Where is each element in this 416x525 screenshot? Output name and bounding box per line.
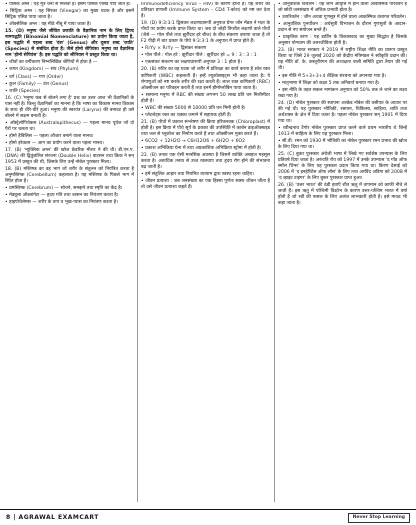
paragraph: • जगत (Kingdom) — संघ (Phylum) xyxy=(5,67,79,73)
paragraph: • प्राकृतिक वरण : यह डार्विन के विकासवाद का मुख्य सिद्धांत है जिसके अनुसार योग्यतम की उत्तरजीविता होती है। xyxy=(278,35,407,47)
paragraph: • हाइपोथैलेमस — शरीर के ताप व भूख-प्यास का नियंत्रण करता है। xyxy=(5,200,118,206)
paragraph: • मेड्यूला ऑब्लांगेटा — हृदय गति तथा श्वसन का नियंत्रण करता है। xyxy=(5,193,119,199)
paragraph: • जीवों का वर्गीकरण निम्नलिखित श्रेणियों में होता है — xyxy=(5,60,98,66)
paragraph: • पैसिक अम्ल : यह मूत्र चना से मिलता है। इसमें पैसिक एसिड पाये जाते हैं। xyxy=(5,2,131,7)
answer-explanation-20: 20. (B) रुधिर का वह घटक जो शरीर में प्रतिरक्षा का कार्य करता है श्वेत रक्त कणिकाएँ (WBC) कहलाती हैं। इन्हें ल्यूकोसाइट्स भी कहा जाता है। ये रोगाणुओं को नष्ट करके शरीर की रक्षा करती हैं। लाल रक्त कणिकाएँ (RBC) ऑक्सीजन का परिवहन करती हैं तथा इनमें हीमोग्लोबिन पाया जाता है। xyxy=(141,67,270,91)
answer-explanation-25: 25. (C) बुकर पुरस्कार अंग्रेजी भाषा में लिखे गए सर्वश्रेष्ठ उपन्यास के लिए प्रतिवर्ष दिया जाता है। अरुंधति रॉय को 1997 में उनके उपन्यास 'द गॉड ऑफ स्मॉल थिंग्स' के लिए यह पुरस्कार प्रदान किया गया था। किरण देसाई को 2006 में 'द इनहेरिटेंस ऑफ लॉस' के लिए तथा अरविंद अडिगा को 2008 में 'द व्हाइट टाइगर' के लिए बुकर पुरस्कार प्राप्त हुआ। xyxy=(278,152,407,182)
answer-explanation-15: 15. (D) मनुष्य जैसे जीवित प्रजाति के वैज्ञानिक नाम के लिए द्विपद नामपद्धति (Binomial Nomenclature) का प्रयोग किया जाता है, इस पद्धति में पहला शब्द 'वंश' (Genus) और दूसरा शब्द 'जाति' (Species) से संबंधित होता है। जैसे होमो सेपियंस। मनुष्य का वैज्ञानिक नाम 'होमो सेपियंस' है। इस पद्धति को लीनियस ने प्रस्तुत किया था। xyxy=(5,29,134,59)
page-number-label: 8 | AGRAWAL EXAMCART xyxy=(6,514,99,521)
answer-explanation-23: 23. (B) भारत सरकार ने 2019 में राष्ट्रीय शिक्षा नीति का प्रारूप प्रस्तुत किया था जिसे 29 जुलाई 2020 को केंद्रीय मंत्रिमंडल ने स्वीकृति प्रदान की। यह नीति डॉ. के. कस्तूरीरंगन की अध्यक्षता वाली समिति द्वारा तैयार की गई थी। xyxy=(278,48,407,72)
paragraph: • वर्ग (Class) — गण (Order) xyxy=(5,74,63,80)
paragraph: • ऑक्सेलिक अम्ल : यह मीठे नींबू में पाया जाता है। xyxy=(5,22,92,28)
paragraph: • हमें संतुलित आहार तथा नियमित व्यायाम द्वारा स्वस्थ रहना चाहिए। xyxy=(141,172,255,178)
paragraph: • प्लेटलेट्स रक्त का थक्का जमाने में सहायक होती हैं। xyxy=(141,112,232,118)
answer-explanation-24: 24. (D) नोबेल पुरस्कार की स्थापना अल्फ्रेड नोबेल की वसीयत के आधार पर की गई थी। यह पुरस्कार भौतिकी, रसायन, चिकित्सा, साहित्य, शांति तथा अर्थशास्त्र के क्षेत्र में दिया जाता है। पहला नोबेल पुरस्कार सन् 1901 में दिया गया था। xyxy=(278,100,407,124)
paragraph: • आनुवंशिक विचलन : यह जीन आवृत्ति में होने वाला आकस्मिक परिवर्तन है जो छोटी जनसंख्या में अधिक प्रभावी होता है। xyxy=(278,2,407,14)
paragraph: • आनुवंशिक पुनर्योजन : अर्धसूत्री विभाजन के दौरान गुणसूत्रों के आदान-प्रदान से नए संयोजन बनते हैं। xyxy=(278,22,407,34)
paragraph: • होमो हैबिलिस — पहला औजार बनाने वाला मानव। xyxy=(5,133,94,139)
answer-explanation-16: 16. (C) 'मनुष्य कब से बोलने लगा है' प्रश्न का उत्तर आज भी वैज्ञानिकों के पास नहीं है। किन्तु वैज्ञानिकों का मानना है कि भाषा का विकास मानव विकास के साथ ही धीरे-धीरे हुआ। मनुष्य की स्वरयंत्र (Larynx) की बनावट ही उसे बोलने में सक्षम बनाती है। xyxy=(5,95,134,119)
paragraph: • WBC की संख्या 5000 से 10000 प्रति घन मिमी होती है। xyxy=(141,105,246,111)
paragraph: • 6CO2 + 12H2O → C6H12O6 + 6H2O + 6O2 xyxy=(141,138,246,144)
answer-explanation-19: 19. (D) 9:3:3:1 द्विसंकर लक्षणप्रारूपी अनुपात ग्रेगर जॉन मेंडल ने मटर के पौधों पर प्रयोग करके प्राप्त किया था। जब दो जोड़ी विपरीत लक्षणों वाले पौधों (जैसे — गोल पीले तथा झुर्रीदार हरे बीज) के बीच संकरण कराया जाता है तो F2 पीढ़ी में चार प्रकार के पौधे 9:3:3:1 के अनुपात में प्राप्त होते हैं। xyxy=(141,21,270,45)
column-divider xyxy=(274,4,275,502)
paragraph: • होमो इरेक्टस — आग का प्रयोग करने वाला पहला मानव। xyxy=(5,140,104,146)
answer-explanation-26: 26. (B) 'उत्तर भारत' की ठंडी हवाएँ शीत ऋतु में तापमान को काफी नीचे ले जाती हैं। इस ऋतु में पश्चिमी विक्षोभ के कारण उत्तर-पश्चिम भारत में वर्षा होती है जो रबी की फसल के लिए अत्यंत लाभकारी होती है। इसे मावठ भी कहा जाता है। xyxy=(278,183,407,207)
paragraph: • प्रकाश अभिक्रिया ग्रेना में तथा अप्रकाशिक अभिक्रिया स्ट्रोमा में होती है। xyxy=(141,146,262,152)
paragraph: • इस नीति के तहत सकल नामांकन अनुपात को 50% तक ले जाने का लक्ष्य रखा गया है। xyxy=(278,87,407,99)
paragraph: • रवीन्द्रनाथ टैगोर नोबेल पुरस्कार प्राप्त करने वाले प्रथम भारतीय थे जिन्हें 1913 में साहित्य के लिए यह पुरस्कार मिला। xyxy=(278,125,407,137)
brand-badge: Never Stop Learning xyxy=(348,513,410,523)
paragraph: • जाति (Species) xyxy=(5,88,41,94)
paragraph: Immunodeficiency Virus – HIV) के कारण होता है। यह शरीर की प्रतिरक्षा प्रणाली (Immune System – CD4 T-कोश) को नष्ट कर देता है। xyxy=(141,2,270,20)
paragraph: • मातृभाषा में शिक्षा को कक्षा 5 तक अनिवार्य बनाया गया है। xyxy=(278,80,380,86)
page-footer xyxy=(0,509,416,525)
column-divider xyxy=(137,4,138,502)
paragraph: • उत्परिवर्तन : जीन अथवा गुणसूत्र में होने वाला आकस्मिक वंशागत परिवर्तन। xyxy=(278,15,406,21)
answer-explanation-18: 18. (B) मस्तिष्क का वह भाग जो शरीर के संतुलन को नियंत्रित करता है अनुमस्तिष्क (Cerebellum) कहलाता है। यह मस्तिष्क के पिछले भाग में स्थित होता है। xyxy=(5,167,134,185)
answer-explanation-21: 21. (B) पौधों में प्रकाश संश्लेषण की क्रिया हरितलवक (Chloroplast) में होती है। इस क्रिया में पौधे सूर्य के प्रकाश की उपस्थिति में कार्बन डाइऑक्साइड तथा जल से ग्लूकोज का निर्माण करते हैं तथा ऑक्सीजन मुक्त करते हैं। xyxy=(141,119,270,137)
paragraph: • ऑस्ट्रेलोपिथेकस (Australopithecus) — पहला मानव पूर्वज जो दो पैरों पर चलता था। xyxy=(5,120,134,132)
answer-column-left xyxy=(5,2,134,505)
paragraph: • गोल पीले : गोल हरे : झुर्रीदार पीले : झुर्रीदार हरे = 9 : 3 : 3 : 1 xyxy=(141,53,257,59)
paragraph: • सिट्रिक अम्ल : यह सिरका (Vinegar) का मुख्य घटक है और इसमें सिट्रिक एसिड पाया जाता है। xyxy=(5,9,134,21)
paragraph: • प्रमस्तिष्क (Cerebrum) — सोचने, समझने तथा स्मृति का केंद्र है। xyxy=(5,186,123,192)
answer-explanation-22: 22. (B) तनाव एक ऐसी मानसिक अवस्था है जिसमें व्यक्ति असहज महसूस करता है। अत्यधिक तनाव से उच्च रक्तचाप तथा हृदय रोग होने की संभावना बढ़ जाती है। xyxy=(141,153,270,171)
paragraph: • सामान्य मनुष्य में RBC की संख्या लगभग 50 लाख प्रति घन मिलीमीटर होती है। xyxy=(141,92,270,104)
answer-column-right xyxy=(278,2,407,505)
paragraph: • RrYy × RrYy — द्विसंकर संकरण xyxy=(141,46,207,52)
paragraph: • जीवन प्रत्याशा : जब जनसंख्या का एक हिस्सा पूर्णतः स्वस्थ जीवन जीता है तो उसे जीवन प्रत्याशा कहते हैं। xyxy=(141,179,270,191)
paragraph: • एकसंकर संकरण का लक्षणप्रारूपी अनुपात 3 : 1 होता है। xyxy=(141,60,242,66)
answer-column-middle xyxy=(141,2,270,505)
paragraph: • कुल (Family) — वंश (Genus) xyxy=(5,81,69,87)
paragraph: • सी.वी. रमन को 1930 में भौतिकी का नोबेल पुरस्कार रमन प्रभाव की खोज के लिए दिया गया था। xyxy=(278,138,407,151)
answer-explanation-17: 17. (B) 'न्यूक्लिक अम्ल' की खोज फ्रेडरिक मीशर ने की थी। डी.एन.ए. (DNA) की द्विकुंडलित संरचना (Double Helix) वाटसन तथा क्रिक ने सन् 1953 में प्रस्तुत की थी, जिसके लिए उन्हें नोबेल पुरस्कार मिला। xyxy=(5,148,134,166)
paragraph: • इस नीति में 5+3+3+4 शैक्षिक संरचना को अपनाया गया है। xyxy=(278,73,387,79)
